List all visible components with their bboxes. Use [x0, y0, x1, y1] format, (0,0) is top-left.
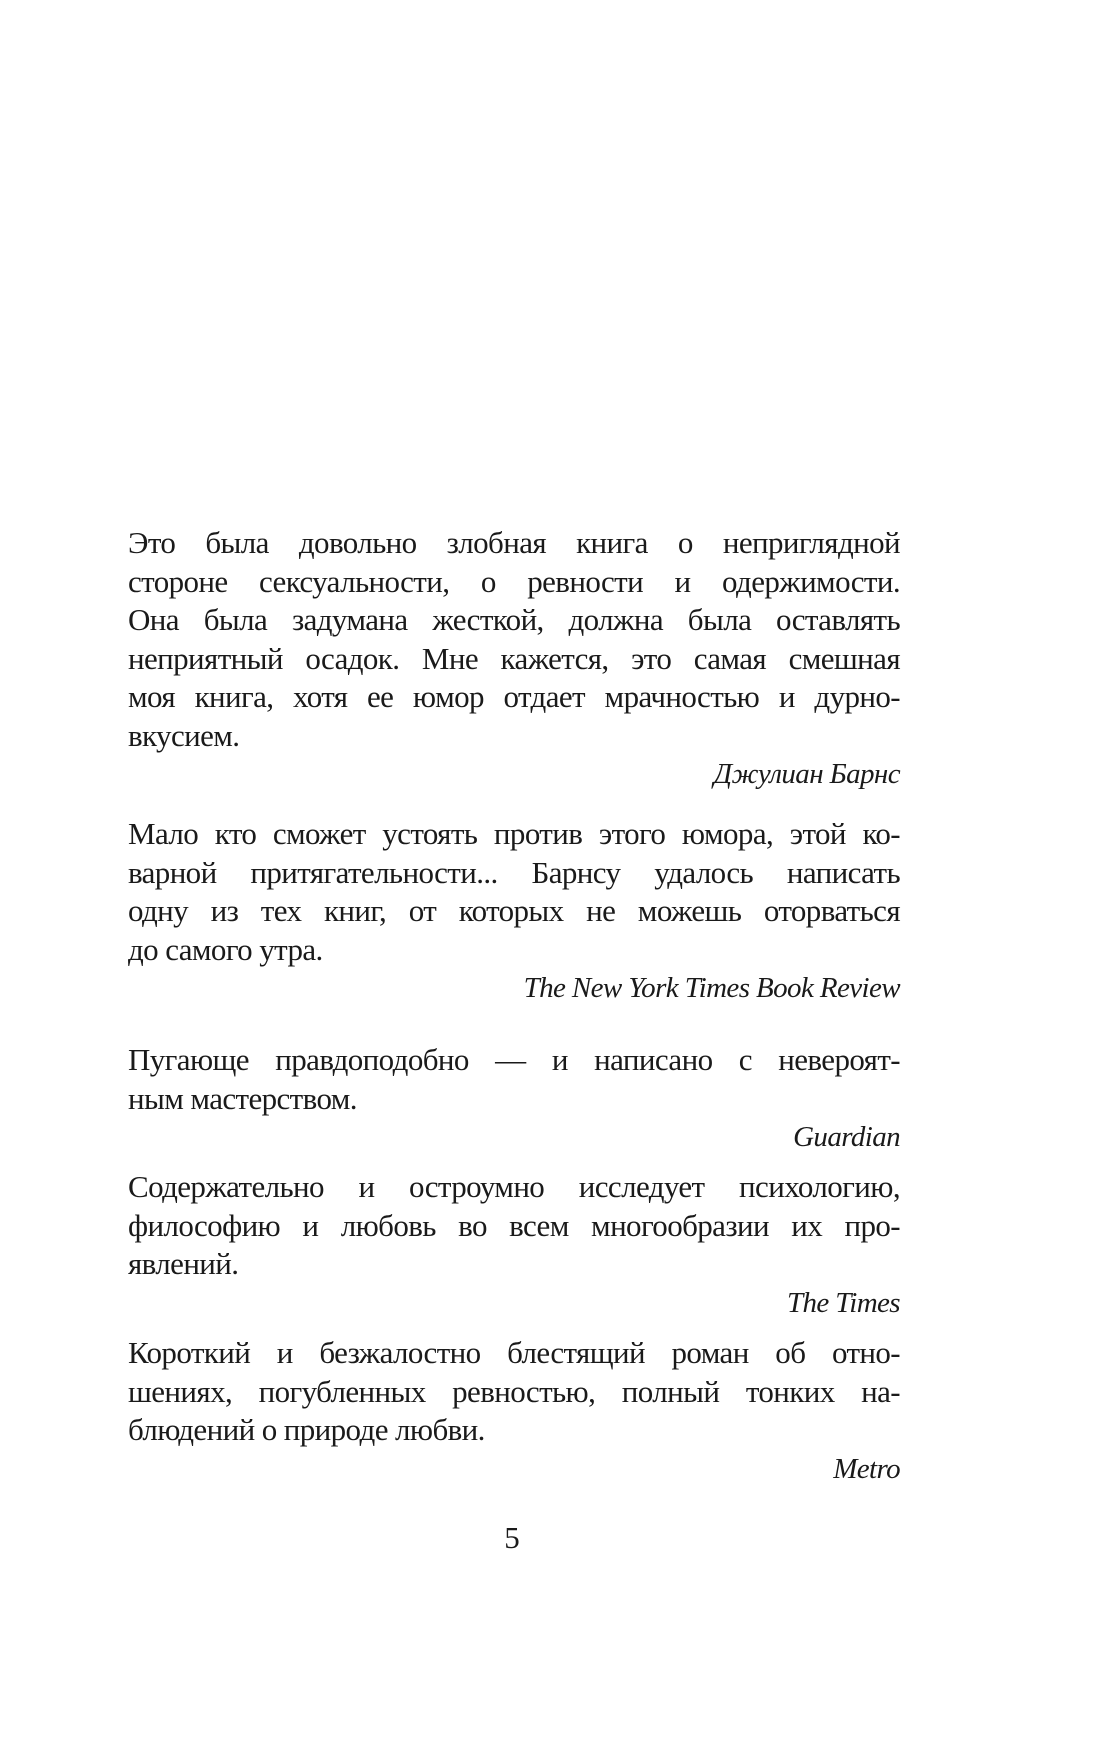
quote-line: до самого утра. [128, 931, 323, 967]
quote-attribution: The New York Times Book Review [523, 972, 900, 1004]
review-quote [128, 815, 900, 1007]
quote-line: Пугающе правдоподобно — и написано с невероят- [128, 1042, 900, 1077]
quote-line: Это была довольно злобная книга о неприглядной [128, 525, 900, 560]
quote-line: стороне сексуальности, о ревности и одержимости. [128, 563, 900, 599]
quote-line: варной притягательности... Барнсу удалось написать [128, 854, 900, 890]
quote-line: ным мастерством. [128, 1080, 357, 1116]
quote-line: Короткий и безжалостно блестящий роман об отно- [128, 1335, 900, 1370]
quote-attribution: Джулиан Барнс [713, 758, 900, 790]
quote-attribution: Metro [833, 1452, 900, 1485]
quote-line: явлений. [128, 1246, 239, 1281]
quote-attribution: The Times [786, 1286, 900, 1319]
quote-line: философию и любовь во всем многообразии их про- [128, 1207, 900, 1243]
review-quote [128, 1168, 900, 1322]
quote-line: моя книга, хотя ее юмор отдает мрачностью и дурно- [128, 679, 900, 714]
quote-attribution: Guardian [793, 1121, 900, 1153]
quote-line: неприятный осадок. Мне кажется, это самая смешная [128, 640, 900, 676]
quote-line: блюдений о природе любви. [128, 1412, 485, 1447]
review-quote [128, 1041, 900, 1156]
review-quote [128, 524, 900, 793]
quote-line: шениях, погубленных ревностью, полный тонких на- [128, 1373, 900, 1409]
quote-line: Она была задумана жесткой, должна была оставлять [128, 602, 900, 637]
quote-line: одну из тех книг, от которых не можешь оторваться [128, 893, 900, 928]
review-quote [128, 1334, 900, 1488]
page-number: 5 [504, 1520, 520, 1555]
quote-line: Мало кто сможет устоять против этого юмора, этой ко- [128, 816, 900, 851]
quote-line: вкусием. [128, 717, 240, 753]
quote-line: Содержательно и остроумно исследует психологию, [128, 1169, 900, 1204]
